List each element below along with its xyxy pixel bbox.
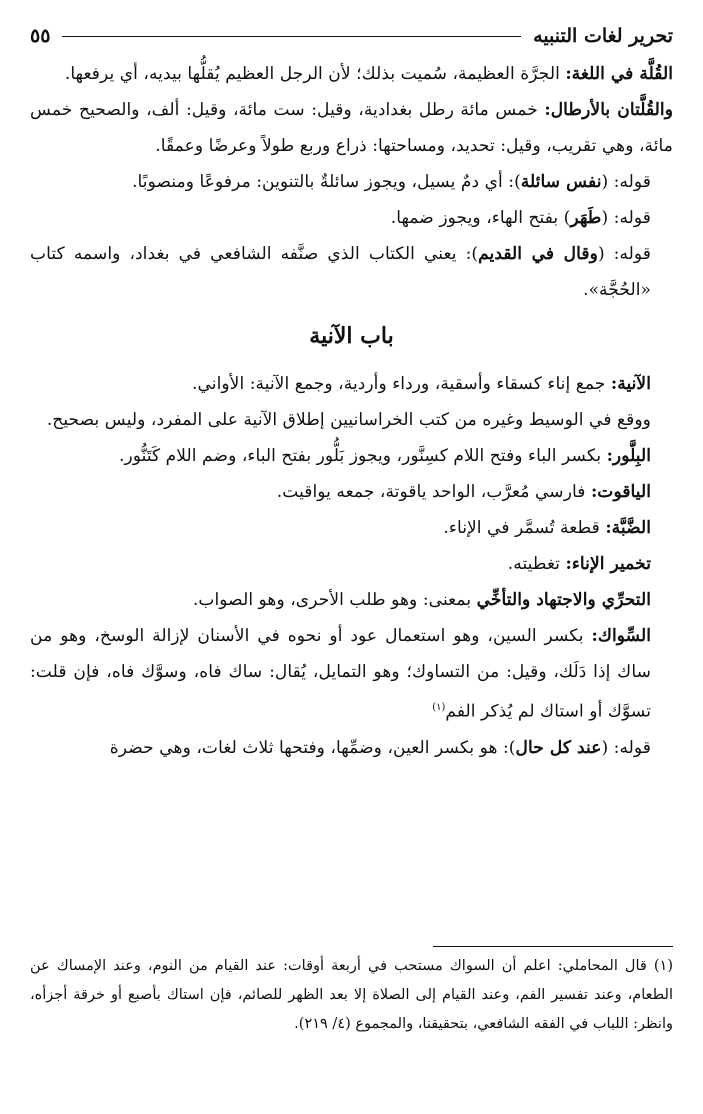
page-number: ٥٥ [30, 25, 51, 47]
footnote-1: (١) قال المحاملي: اعلم أن السواك مستحب في أربعة أوقات: عند القيام من النوم، وعند الإمساك عن الطعام، وعند تفسير الفم، وعند القيام إلى الصلاة إلا بعد الظهر للصائم، فإن استاك بأصبع أو خرقة أجزأه، وانظر: اللباب في الفقه الشافعي، بتحقيقنا، والمجموع (٤/ ٢١٩). [30, 958, 673, 1032]
paragraph-text: بكسر السين، وهو استعمال عود أو نحوه في الأسنان لإزالة الوسخ، وهو من ساك إذا دَلَك، وقيل: من التساوك؛ وهو التمايل، يُقال: ساك فاه، وسوَّك فاه، فإن قلت: تسوَّك أو استاك لم يُذكر الفم [30, 626, 651, 722]
paragraph-lead: قوله: ( [601, 172, 651, 192]
term: التحرِّي والاجتهاد والتأخِّي [476, 590, 651, 610]
paragraph-qullatan [30, 92, 673, 164]
term: عند كل حال [515, 737, 602, 758]
term: الآنية: [610, 374, 651, 394]
document-page [30, 20, 673, 1094]
paragraph-qulla [30, 56, 673, 92]
paragraph-billawr [30, 438, 673, 474]
paragraph-text: ووقع في الوسيط وغيره من كتب الخراسانيين إطلاق الآنية على المفرد، وليس بصحيح. [46, 410, 651, 430]
paragraph-dabba [30, 510, 673, 546]
term: طَهَر [570, 208, 602, 228]
term: نفس سائلة [520, 172, 602, 192]
paragraph-text: ): هو بكسر العين، وضمِّها، وفتحها ثلاث لغات، وهي حضرة [109, 737, 516, 758]
term: تخمير الإناء: [565, 554, 651, 574]
term: الياقوت: [590, 482, 651, 502]
paragraph-siwak [30, 618, 673, 730]
paragraph-text: ) بفتح الهاء، ويجوز ضمها. [390, 208, 571, 228]
paragraph-text: قطعة تُسمَّر في الإناء. [443, 518, 606, 538]
paragraph-text: ): يعني الكتاب الذي صنَّفه الشافعي في بغداد، واسمه كتاب «الحُجَّة». [30, 244, 651, 300]
paragraph-takhmir [30, 546, 673, 582]
paragraph-qadim [30, 236, 673, 308]
paragraph-yaqut [30, 474, 673, 510]
paragraph-text: تغطيته. [507, 554, 566, 574]
paragraph-text: فارسي مُعرَّب، الواحد ياقوتة، جمعه يواقيت. [276, 482, 591, 502]
paragraph-lead: قوله: ( [601, 737, 651, 758]
paragraph-wasit [30, 402, 673, 438]
header-rule [62, 36, 521, 37]
paragraph-inda-kull-hal [30, 730, 673, 766]
section-title: باب الآنية [309, 323, 394, 349]
running-header [30, 20, 673, 52]
term: البِلَّور: [606, 446, 651, 466]
paragraph-text: الجرَّة العظيمة، سُميت بذلك؛ لأن الرجل العظيم يُقلُّها بيديه، أي يرفعها. [64, 64, 566, 84]
paragraph-text: ): أي دمٌ يسيل، ويجوز سائلةٌ بالتنوين: مرفوعًا ومنصوبًا. [132, 172, 521, 192]
paragraph-taharri [30, 582, 673, 618]
term: والقُلَّتان بالأرطال: [544, 100, 673, 120]
footnote-marker[interactable]: (١) [432, 702, 446, 713]
paragraph-text: بمعنى: وهو طلب الأحرى، وهو الصواب. [192, 590, 477, 610]
term: وقال في القديم [478, 244, 598, 264]
main-text [30, 56, 673, 766]
paragraph-text: خمس مائة رطل بغدادية، وقيل: ست مائة، وقيل: ألف، والصحيح خمس مائة، وهي تقريب، وقيل: تحديد، ومساحتها: ذراع وربع طولاً وعرضًا وعمقًا. [30, 100, 673, 156]
term: السِّواك: [591, 626, 651, 646]
paragraph-aniya [30, 366, 673, 402]
term: الضَّبَّة: [605, 518, 651, 538]
paragraph-lead: قوله: ( [597, 244, 652, 264]
term: القُلَّة في اللغة: [565, 64, 673, 84]
paragraph-lead: قوله: ( [601, 208, 651, 228]
paragraph-text: بكسر الباء وفتح اللام كسِنَّور، ويجوز بَلُّور بفتح الباء، وضم اللام كَتَنُّور. [119, 446, 607, 466]
header-title: تحرير لغات التنبيه [533, 25, 673, 47]
paragraph-tahar [30, 200, 673, 236]
paragraph-text: جمع إناء كسقاء وأسقية، ورداء وأردية، وجمع الآنية: الأواني. [192, 374, 611, 394]
paragraph-nafs-saila [30, 164, 673, 200]
